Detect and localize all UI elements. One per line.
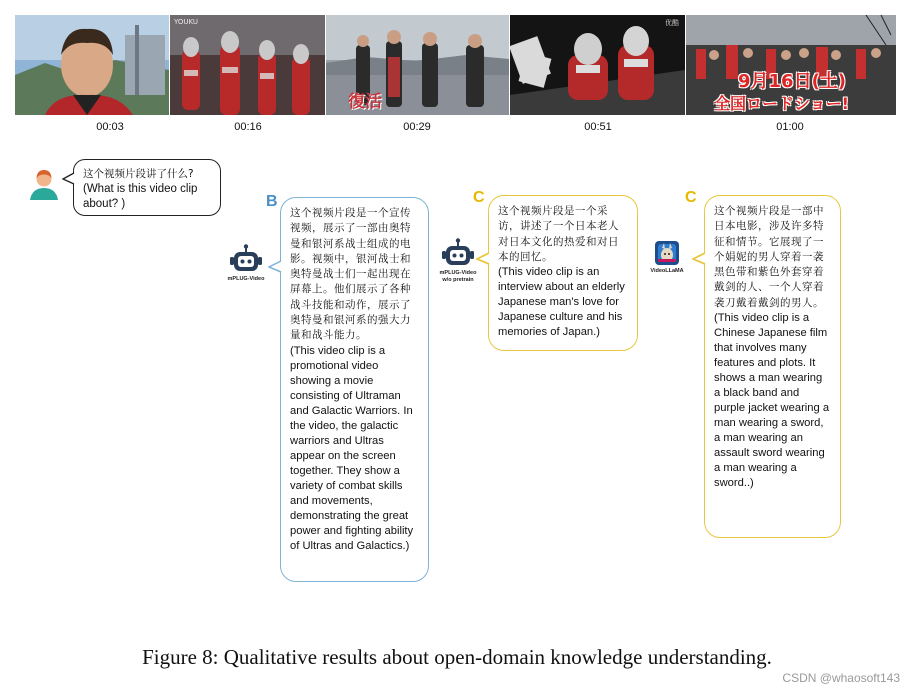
frame-timestamp: 00:16 <box>234 121 262 133</box>
question-bubble-tail <box>62 172 76 186</box>
response-text-zh: 这个视频片段是一个采访，讲述了一个日本老人对日本文化的热爱和对日本的回忆。 <box>498 205 619 263</box>
frame-timestamp: 00:03 <box>96 121 124 133</box>
response-text-zh: 这个视频片段是一部中日本电影，涉及许多特征和情节。它展现了一个娟妮的男人穿着一袭黑色带和紫色外套穿着戴剑的人、一个人穿着袭刀戴着戴剑的男人。 <box>714 205 824 309</box>
videollama-icon <box>655 241 679 265</box>
question-bubble <box>73 159 221 216</box>
response-text-en: (This video clip is a promotional video showing a movie consisting of Ultraman and Galactic Warriors. In the video, the galactic warriors and Ultras appear on the screen together. They show a variety of combat skills and movements, demonstrating the great power and fighting ability of Ultras and Galactics.) <box>290 344 414 552</box>
model-label-line2: w/o pretrain <box>442 277 474 283</box>
robot-icon <box>441 238 475 268</box>
frame-watermark: YOUKU <box>174 18 199 26</box>
user-avatar <box>28 168 60 200</box>
response-text-en: (This video clip is a Chinese Japanese film that involves many features and plots. It shows a man wearing a black band and purple jacket wearing a man wearing a sword, a man wearing an assault sword wearing a man wearing a sword..) <box>714 312 830 490</box>
video-frame-4 <box>510 15 685 115</box>
model-label: mPLUG-Video <box>227 276 265 282</box>
frame-caption-release: 全国ロードショー! <box>714 94 849 113</box>
response-bubble-videollama <box>704 195 841 538</box>
response-text-zh: 这个视频片段是一个宣传视频，展示了一部由奥特曼和银河系战士组成的电影。视频中，银河战士和奥特曼战士们一起出现在屏幕上。他们展示了各种战斗技能和动作，展示了奥特曼和银河系的强大力量和战斗能力。 <box>290 207 411 342</box>
video-frame-5 <box>686 15 896 115</box>
response-bubble-tail <box>268 260 282 274</box>
frame-timestamp: 01:00 <box>776 121 804 133</box>
video-frame-2 <box>170 15 325 115</box>
response-bubble-mplug-video-no-pretrain <box>488 195 638 351</box>
question-text-zh: 这个视频片段讲了什么? <box>83 168 194 180</box>
frame-timestamp: 00:29 <box>403 121 431 133</box>
response-bubble-tail <box>692 252 706 266</box>
response-bubble-tail <box>476 252 490 266</box>
response-text-en: (This video clip is an interview about an elderly Japanese man's love for Japanese culture and his memories of Japan.) <box>498 266 625 339</box>
grade-label: B <box>266 193 278 210</box>
model-label <box>432 270 484 284</box>
frame-caption-date: 9月16日(土) <box>738 71 847 92</box>
frame-watermark: 优酷 <box>665 19 679 27</box>
question-text-en: (What is this video clip about? ) <box>83 183 198 210</box>
video-frame-1 <box>15 15 169 115</box>
model-label: VideoLLaMA <box>650 268 684 274</box>
robot-icon <box>229 244 263 274</box>
grade-label: C <box>685 189 697 206</box>
figure-caption: Figure 8: Qualitative results about open-domain knowledge understanding. <box>142 645 772 669</box>
frame-timestamp: 00:51 <box>584 121 612 133</box>
video-frame-3 <box>326 15 509 115</box>
frame-caption: 復活 <box>348 92 382 112</box>
grade-label: C <box>473 189 485 206</box>
model-label-line1: mPLUG-Video <box>439 270 477 276</box>
response-bubble-mplug-video <box>280 197 429 582</box>
watermark-text: CSDN @whaosoft143 <box>782 671 900 685</box>
